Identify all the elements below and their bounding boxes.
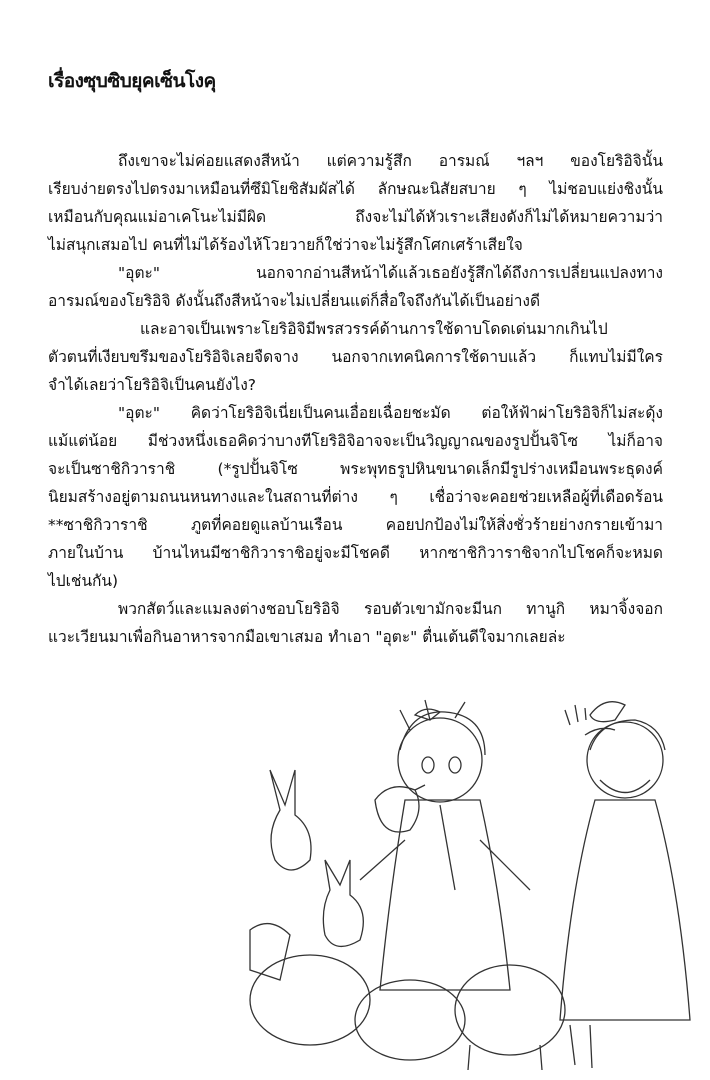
text-line: ไม่สนุกเสมอไป คนที่ไม่ได้ร้องไห้โวยวายก็ใช่ว่าจะไม่รู้สึกโศกเศร้าเสียใจ (48, 236, 523, 254)
text-line: ตัวตนที่เงียบขรึมของโยริอิจิเลยจืดจาง นอกจากเทคนิคการใช้ดาบแล้ว ก็แทบไม่มีใคร (48, 348, 663, 366)
illustration-yoriichi-uta-animals (240, 690, 700, 1075)
text-line: พวกสัตว์และแมลงต่างชอบโยริอิจิ รอบตัวเขามักจะมีนก ทานูกิ หมาจิ้งจอก (118, 600, 663, 618)
text-line: และอาจเป็นเพราะโยริอิจิมีพรสวรรค์ด้านการใช้ดาบโดดเด่นมากเกินไป (140, 320, 608, 338)
page-title: เรื่องซุบซิบยุคเซ็นโงคุ (48, 70, 216, 92)
text-line: อารมณ์ของโยริอิจิ ดังนั้นถึงสีหน้าจะไม่เปลี่ยนแต่ก็สื่อใจถึงกันได้เป็นอย่างดี (48, 292, 541, 310)
text-line: "อุตะ" นอกจากอ่านสีหน้าได้แล้วเธอยังรู้สึกได้ถึงการเปลี่ยนแปลงทาง (118, 264, 663, 282)
text-line: จำได้เลยว่าโยริอิจิเป็นคนยังไง? (48, 376, 256, 394)
text-line: เหมือนกับคุณแม่อาเคโนะไม่มีผิด ถึงจะไม่ได้หัวเราะเสียงดังก็ไม่ได้หมายความว่า (48, 208, 663, 226)
text-line: **ซาชิกิวาราชิ ภูตที่คอยดูแลบ้านเรือน คอยปกป้องไม่ให้สิ่งชั่วร้ายย่างกรายเข้ามา (48, 516, 663, 534)
text-line: ถึงเขาจะไม่ค่อยแสดงสีหน้า แต่ความรู้สึก อารมณ์ ฯลฯ ของโยริอิจินั้น (118, 152, 663, 170)
text-line: จะเป็นซาชิกิวาราชิ (*รูปปั้นจิโซ พระพุทธรูปหินขนาดเล็กมีรูปร่างเหมือนพระธุดงค์ (48, 460, 663, 478)
text-line: แวะเวียนมาเพื่อกินอาหารจากมือเขาเสมอ ทำเอา "อุตะ" ตื่นเต้นดีใจมากเลยล่ะ (48, 628, 566, 646)
text-line: เรียบง่ายตรงไปตรงมาเหมือนที่ซึมิโยชิสัมผัสได้ ลักษณะนิสัยสบาย ๆ ไม่ชอบแย่งชิงนั้น (48, 180, 663, 198)
text-line: นิยมสร้างอยู่ตามถนนหนทางและในสถานที่ต่าง ๆ เชื่อว่าจะคอยช่วยเหลือผู้ที่เดือดร้อน (48, 488, 663, 506)
text-line: แม้แต่น้อย มีช่วงหนึ่งเธอคิดว่าบางทีโยริอิจิอาจจะเป็นวิญญาณของรูปปั้นจิโซ ไม่ก็อาจ (48, 432, 663, 450)
text-line: "อุตะ" คิดว่าโยริอิจิเนี่ยเป็นคนเอื่อยเฉื่อยชะมัด ต่อให้ฟ้าผ่าโยริอิจิก็ไม่สะดุ้ง (118, 404, 663, 422)
text-line: ไปเช่นกัน) (48, 572, 119, 590)
text-line: ภายในบ้าน บ้านไหนมีซาชิกิวาราชิอยู่จะมีโชคดี หากซาชิกิวาราชิจากไปโชคก็จะหมด (48, 544, 663, 562)
